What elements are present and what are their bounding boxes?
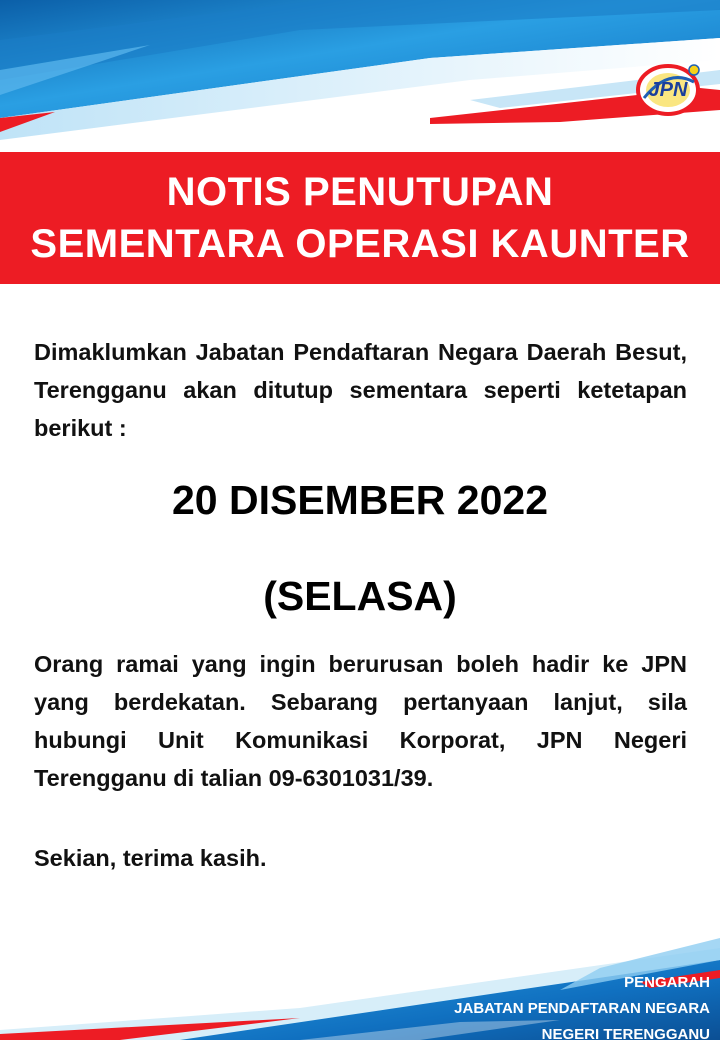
title-band — [0, 152, 720, 284]
signature-block — [310, 970, 710, 1048]
closure-day: (SELASA) — [263, 573, 457, 619]
info-paragraph: Orang ramai yang ingin berurusan boleh hadir ke JPN yang berdekatan. Sebarang pertanyaan lanjut, sila hubungi Unit Komunikasi Korporat, JPN Negeri Terengganu di talian 09-6301031/39. — [34, 651, 687, 791]
signature-title: PENGARAH — [624, 974, 710, 991]
signature-state: NEGERI TERENGGANU — [541, 1026, 710, 1043]
intro-paragraph: Dimaklumkan Jabatan Pendaftaran Negara Daerah Besut, Terengganu akan ditutup sementara seperti ketetapan berikut : — [34, 339, 687, 441]
notice-title-line2: SEMENTARA OPERASI KAUNTER — [30, 222, 690, 266]
signature-department: JABATAN PENDAFTARAN NEGARA — [454, 1000, 710, 1017]
logo-text: JPN — [648, 79, 688, 101]
jpn-logo — [632, 58, 708, 118]
notice-title-line1: NOTIS PENUTUPAN — [166, 170, 554, 214]
top-decorative-banner — [0, 0, 720, 152]
closing-text: Sekian, terima kasih. — [34, 845, 267, 871]
closure-date: 20 DISEMBER 2022 — [171, 477, 548, 523]
